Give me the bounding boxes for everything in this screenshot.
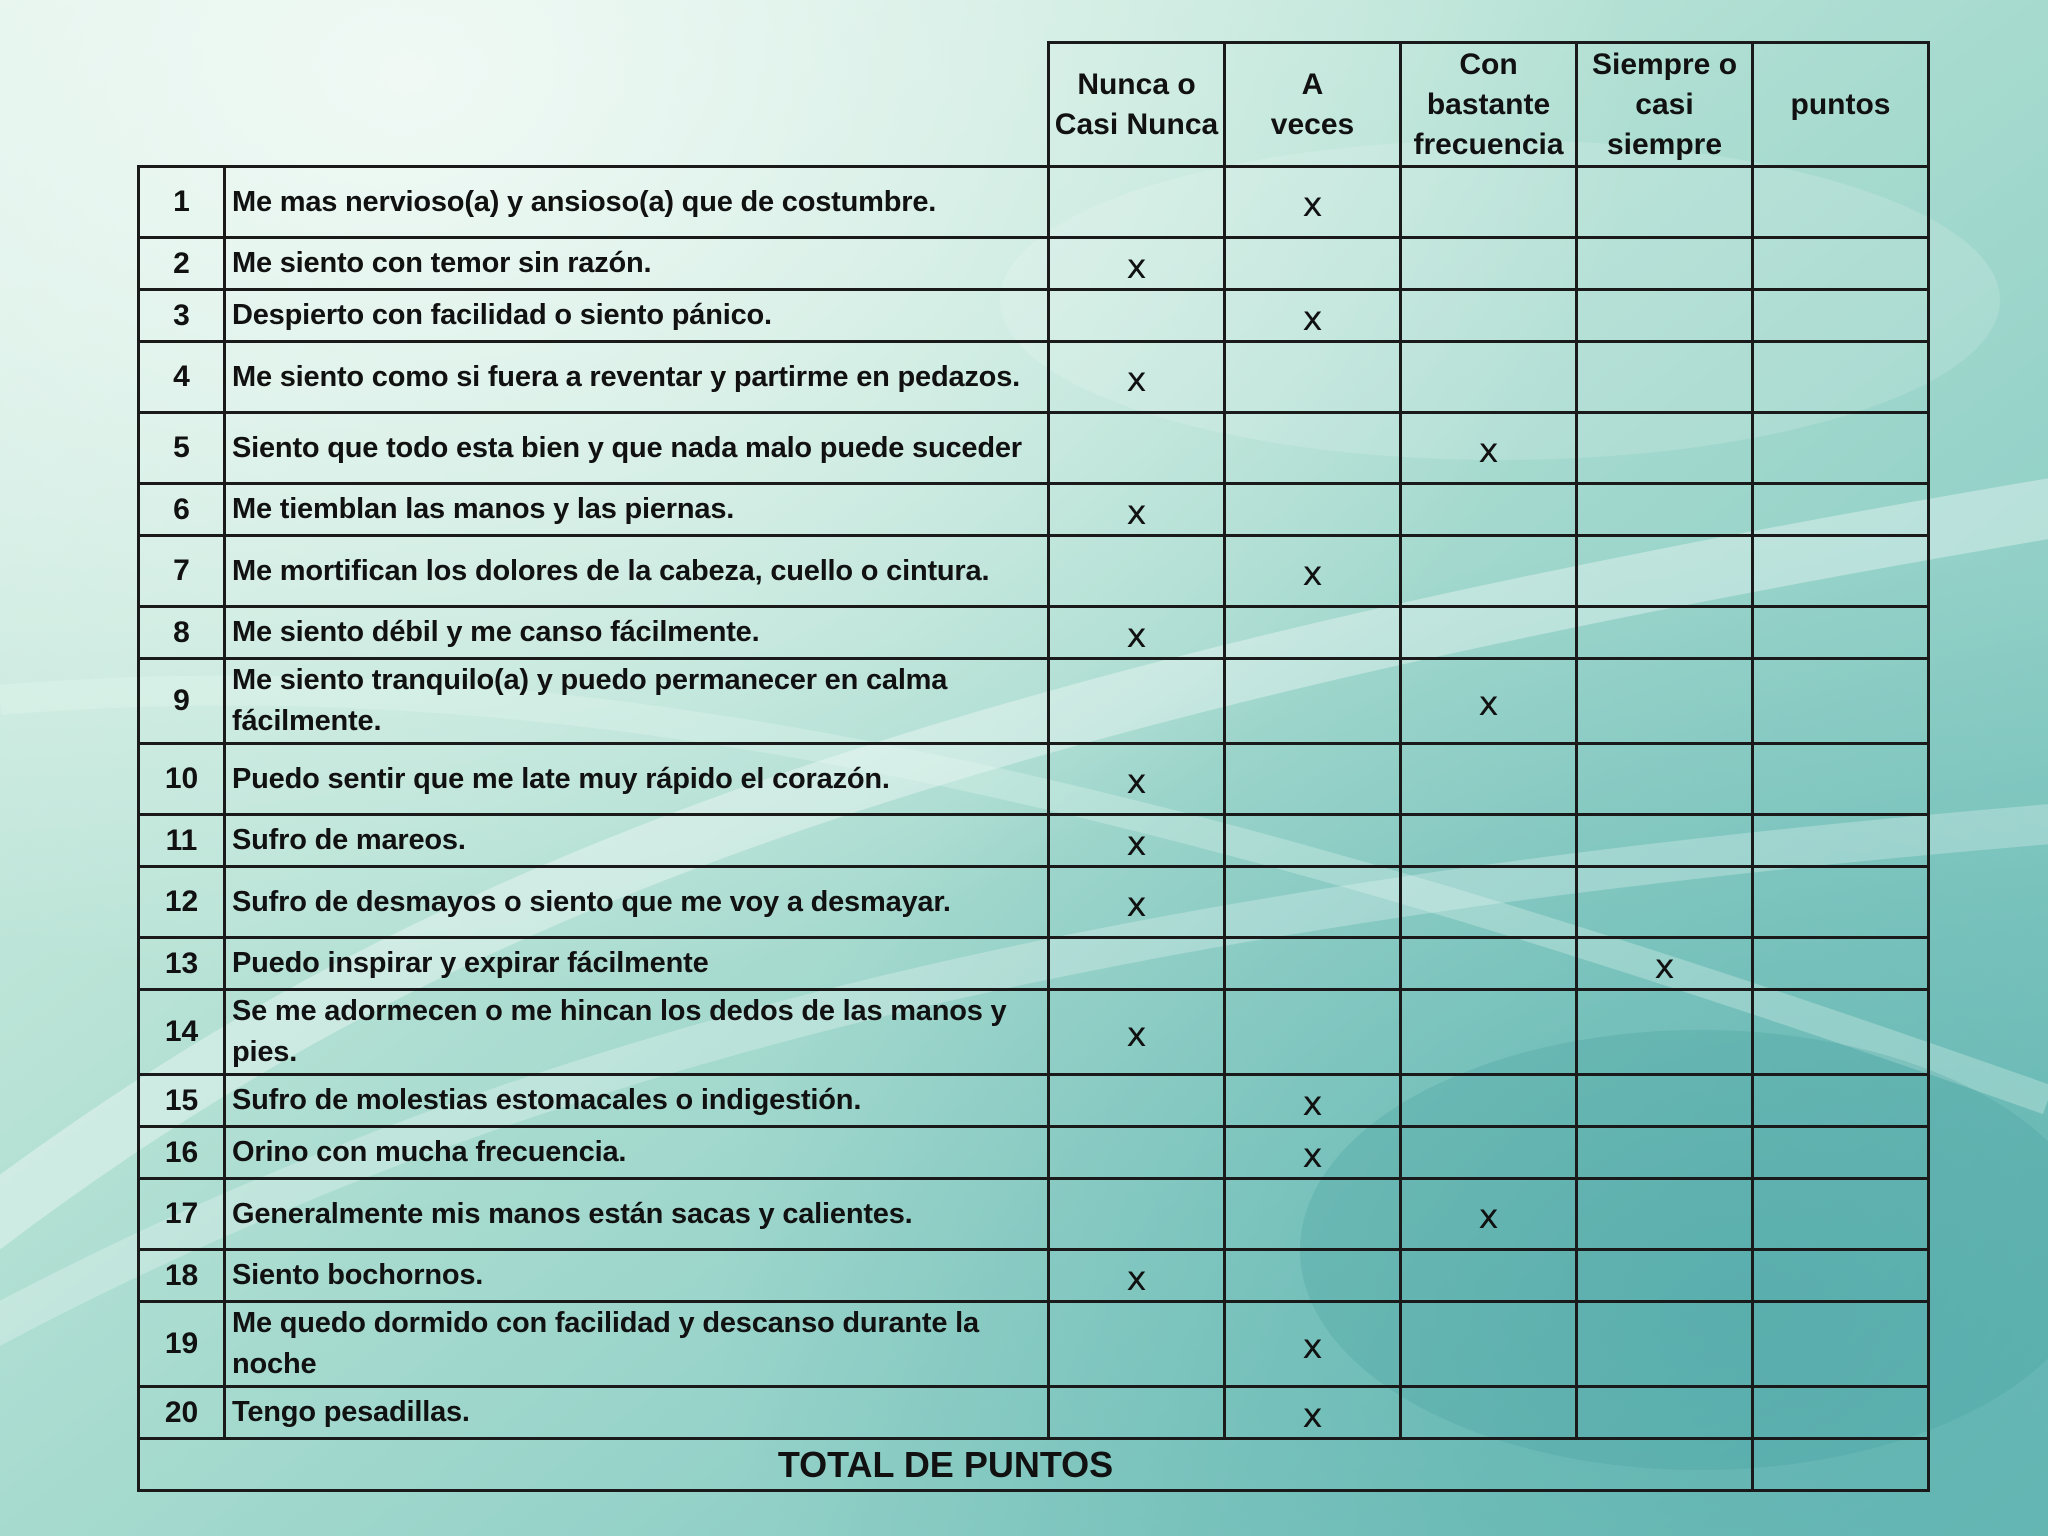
answer-cell[interactable] (1577, 1179, 1753, 1250)
question-row (139, 484, 1929, 536)
question-row (139, 744, 1929, 815)
answer-mark: x (1654, 946, 1675, 987)
answer-cell[interactable] (1225, 536, 1401, 607)
answer-mark: x (1302, 298, 1323, 339)
answer-cell[interactable] (1401, 867, 1577, 938)
answer-cell[interactable] (1401, 1179, 1577, 1250)
question-text: Despierto con facilidad o siento pánico. (225, 290, 1049, 342)
answer-cell[interactable] (1577, 1127, 1753, 1179)
answer-cell[interactable] (1049, 413, 1225, 484)
question-row (139, 238, 1929, 290)
column-header-puntos: puntos (1753, 43, 1929, 167)
answer-cell[interactable] (1577, 659, 1753, 744)
question-row (139, 607, 1929, 659)
points-cell[interactable] (1753, 290, 1929, 342)
answer-cell[interactable] (1049, 1179, 1225, 1250)
answer-cell[interactable] (1225, 1075, 1401, 1127)
points-cell[interactable] (1753, 1387, 1929, 1439)
answer-cell[interactable] (1577, 167, 1753, 238)
question-number: 11 (139, 815, 225, 867)
answer-cell[interactable] (1577, 607, 1753, 659)
question-text: Siento que todo esta bien y que nada malo puede suceder (225, 413, 1049, 484)
answer-cell[interactable] (1225, 1179, 1401, 1250)
question-row (139, 938, 1929, 990)
answer-mark: x (1126, 615, 1147, 656)
question-number: 13 (139, 938, 225, 990)
question-number: 18 (139, 1250, 225, 1302)
question-text: Me siento tranquilo(a) y puedo permanecer en calma fácilmente. (225, 659, 1049, 744)
answer-cell[interactable] (1049, 607, 1225, 659)
total-label: TOTAL DE PUNTOS (139, 1439, 1753, 1491)
answer-cell[interactable] (1401, 1127, 1577, 1179)
question-row (139, 342, 1929, 413)
question-text: Siento bochornos. (225, 1250, 1049, 1302)
question-number: 17 (139, 1179, 225, 1250)
question-number: 5 (139, 413, 225, 484)
answer-cell[interactable] (1049, 342, 1225, 413)
answer-cell[interactable] (1225, 1387, 1401, 1439)
answer-mark: x (1478, 684, 1499, 724)
answer-cell[interactable] (1049, 744, 1225, 815)
answer-cell[interactable] (1577, 744, 1753, 815)
question-text: Me quedo dormido con facilidad y descanso durante la noche (225, 1302, 1049, 1387)
question-row (139, 1179, 1929, 1250)
question-number: 15 (139, 1075, 225, 1127)
answer-mark: x (1126, 1015, 1147, 1055)
answer-cell[interactable] (1401, 342, 1577, 413)
column-header-con-frecuencia: Con bastante frecuencia (1401, 43, 1577, 167)
question-text: Se me adormecen o me hincan los dedos de las manos y pies. (225, 990, 1049, 1075)
answer-cell[interactable] (1225, 290, 1401, 342)
question-number: 10 (139, 744, 225, 815)
answer-cell[interactable] (1401, 659, 1577, 744)
answer-cell[interactable] (1049, 938, 1225, 990)
answer-cell[interactable] (1225, 1302, 1401, 1387)
points-cell[interactable] (1753, 1302, 1929, 1387)
answer-cell[interactable] (1049, 290, 1225, 342)
anxiety-questionnaire-table (137, 41, 1930, 1492)
question-row (139, 1075, 1929, 1127)
question-number: 16 (139, 1127, 225, 1179)
answer-cell[interactable] (1577, 1075, 1753, 1127)
answer-cell[interactable] (1401, 536, 1577, 607)
points-cell[interactable] (1753, 342, 1929, 413)
answer-cell[interactable] (1225, 990, 1401, 1075)
answer-cell[interactable] (1577, 238, 1753, 290)
answer-cell[interactable] (1401, 413, 1577, 484)
question-number: 20 (139, 1387, 225, 1439)
answer-cell[interactable] (1049, 238, 1225, 290)
question-row (139, 1302, 1929, 1387)
answer-cell[interactable] (1049, 659, 1225, 744)
answer-cell[interactable] (1225, 1250, 1401, 1302)
answer-cell[interactable] (1049, 484, 1225, 536)
points-cell[interactable] (1753, 167, 1929, 238)
answer-cell[interactable] (1577, 290, 1753, 342)
answer-cell[interactable] (1225, 607, 1401, 659)
answer-cell[interactable] (1577, 413, 1753, 484)
question-number: 2 (139, 238, 225, 290)
answer-cell[interactable] (1577, 1302, 1753, 1387)
question-text: Me siento como si fuera a reventar y partirme en pedazos. (225, 342, 1049, 413)
answer-cell[interactable] (1225, 938, 1401, 990)
question-row (139, 990, 1929, 1075)
points-cell[interactable] (1753, 744, 1929, 815)
points-cell[interactable] (1753, 1127, 1929, 1179)
question-row (139, 1387, 1929, 1439)
points-cell[interactable] (1753, 1179, 1929, 1250)
answer-mark: x (1302, 1395, 1323, 1436)
answer-cell[interactable] (1577, 867, 1753, 938)
answer-cell[interactable] (1049, 1075, 1225, 1127)
answer-mark: x (1478, 1197, 1499, 1237)
answer-cell[interactable] (1577, 1250, 1753, 1302)
question-row (139, 536, 1929, 607)
points-cell[interactable] (1753, 867, 1929, 938)
answer-cell[interactable] (1049, 990, 1225, 1075)
answer-mark: x (1302, 185, 1323, 225)
question-text: Puedo sentir que me late muy rápido el corazón. (225, 744, 1049, 815)
column-header-a-veces: A veces (1225, 43, 1401, 167)
header-row (139, 43, 1929, 167)
question-text: Me siento débil y me canso fácilmente. (225, 607, 1049, 659)
question-number: 1 (139, 167, 225, 238)
total-row (139, 1439, 1929, 1491)
answer-cell[interactable] (1401, 1302, 1577, 1387)
answer-mark: x (1126, 360, 1147, 400)
answer-cell[interactable] (1049, 867, 1225, 938)
answer-cell[interactable] (1401, 290, 1577, 342)
question-text: Me tiemblan las manos y las piernas. (225, 484, 1049, 536)
points-cell[interactable] (1753, 659, 1929, 744)
answer-mark: x (1302, 554, 1323, 594)
answer-cell[interactable] (1225, 867, 1401, 938)
question-number: 3 (139, 290, 225, 342)
answer-cell[interactable] (1225, 238, 1401, 290)
points-cell[interactable] (1753, 938, 1929, 990)
answer-mark: x (1302, 1135, 1323, 1176)
answer-cell[interactable] (1401, 238, 1577, 290)
answer-cell[interactable] (1401, 815, 1577, 867)
question-text: Sufro de molestias estomacales o indigestión. (225, 1075, 1049, 1127)
question-row (139, 413, 1929, 484)
question-number: 8 (139, 607, 225, 659)
question-text: Tengo pesadillas. (225, 1387, 1049, 1439)
answer-mark: x (1126, 885, 1147, 925)
answer-cell[interactable] (1225, 413, 1401, 484)
question-text: Me siento con temor sin razón. (225, 238, 1049, 290)
answer-cell[interactable] (1049, 1302, 1225, 1387)
question-number: 6 (139, 484, 225, 536)
answer-cell[interactable] (1401, 1387, 1577, 1439)
question-number: 7 (139, 536, 225, 607)
answer-cell[interactable] (1401, 744, 1577, 815)
points-cell[interactable] (1753, 413, 1929, 484)
points-cell[interactable] (1753, 536, 1929, 607)
question-text: Orino con mucha frecuencia. (225, 1127, 1049, 1179)
question-text: Me mortifican los dolores de la cabeza, cuello o cintura. (225, 536, 1049, 607)
answer-cell[interactable] (1049, 815, 1225, 867)
total-points-cell[interactable] (1753, 1439, 1929, 1491)
answer-cell[interactable] (1401, 990, 1577, 1075)
question-text: Puedo inspirar y expirar fácilmente (225, 938, 1049, 990)
answer-cell[interactable] (1049, 536, 1225, 607)
answer-cell[interactable] (1577, 342, 1753, 413)
question-text: Me mas nervioso(a) y ansioso(a) que de costumbre. (225, 167, 1049, 238)
points-cell[interactable] (1753, 238, 1929, 290)
points-cell[interactable] (1753, 1250, 1929, 1302)
question-row (139, 167, 1929, 238)
question-text: Generalmente mis manos están sacas y calientes. (225, 1179, 1049, 1250)
answer-mark: x (1126, 492, 1147, 533)
answer-cell[interactable] (1401, 484, 1577, 536)
answer-cell[interactable] (1049, 1127, 1225, 1179)
answer-cell[interactable] (1225, 659, 1401, 744)
answer-cell[interactable] (1049, 1387, 1225, 1439)
answer-mark: x (1126, 246, 1147, 287)
answer-cell[interactable] (1577, 938, 1753, 990)
answer-mark: x (1302, 1327, 1323, 1367)
answer-cell[interactable] (1225, 1127, 1401, 1179)
question-number: 12 (139, 867, 225, 938)
answer-cell[interactable] (1577, 484, 1753, 536)
points-cell[interactable] (1753, 990, 1929, 1075)
answer-mark: x (1126, 823, 1147, 864)
answer-mark: x (1302, 1083, 1323, 1124)
question-number: 19 (139, 1302, 225, 1387)
question-text: Sufro de desmayos o siento que me voy a desmayar. (225, 867, 1049, 938)
answer-cell[interactable] (1401, 938, 1577, 990)
question-text: Sufro de mareos. (225, 815, 1049, 867)
question-number: 9 (139, 659, 225, 744)
question-row (139, 290, 1929, 342)
answer-cell[interactable] (1577, 990, 1753, 1075)
answer-cell[interactable] (1225, 342, 1401, 413)
answer-mark: x (1478, 431, 1499, 471)
column-header-nunca: Nunca o Casi Nunca (1049, 43, 1225, 167)
answer-cell[interactable] (1401, 167, 1577, 238)
answer-cell[interactable] (1577, 536, 1753, 607)
answer-cell[interactable] (1225, 484, 1401, 536)
question-number: 4 (139, 342, 225, 413)
question-row (139, 659, 1929, 744)
points-cell[interactable] (1753, 484, 1929, 536)
answer-cell[interactable] (1049, 1250, 1225, 1302)
column-header-siempre: Siempre o casi siempre (1577, 43, 1753, 167)
answer-cell[interactable] (1577, 1387, 1753, 1439)
answer-cell[interactable] (1401, 1250, 1577, 1302)
answer-cell[interactable] (1225, 167, 1401, 238)
answer-cell[interactable] (1401, 607, 1577, 659)
points-cell[interactable] (1753, 815, 1929, 867)
question-row (139, 867, 1929, 938)
answer-cell[interactable] (1049, 167, 1225, 238)
answer-cell[interactable] (1401, 1075, 1577, 1127)
answer-mark: x (1126, 762, 1147, 802)
question-row (139, 1127, 1929, 1179)
points-cell[interactable] (1753, 607, 1929, 659)
question-row (139, 815, 1929, 867)
answer-cell[interactable] (1225, 744, 1401, 815)
question-row (139, 1250, 1929, 1302)
header-blank (139, 43, 1049, 167)
answer-cell[interactable] (1577, 815, 1753, 867)
points-cell[interactable] (1753, 1075, 1929, 1127)
question-number: 14 (139, 990, 225, 1075)
answer-cell[interactable] (1225, 815, 1401, 867)
answer-mark: x (1126, 1258, 1147, 1299)
